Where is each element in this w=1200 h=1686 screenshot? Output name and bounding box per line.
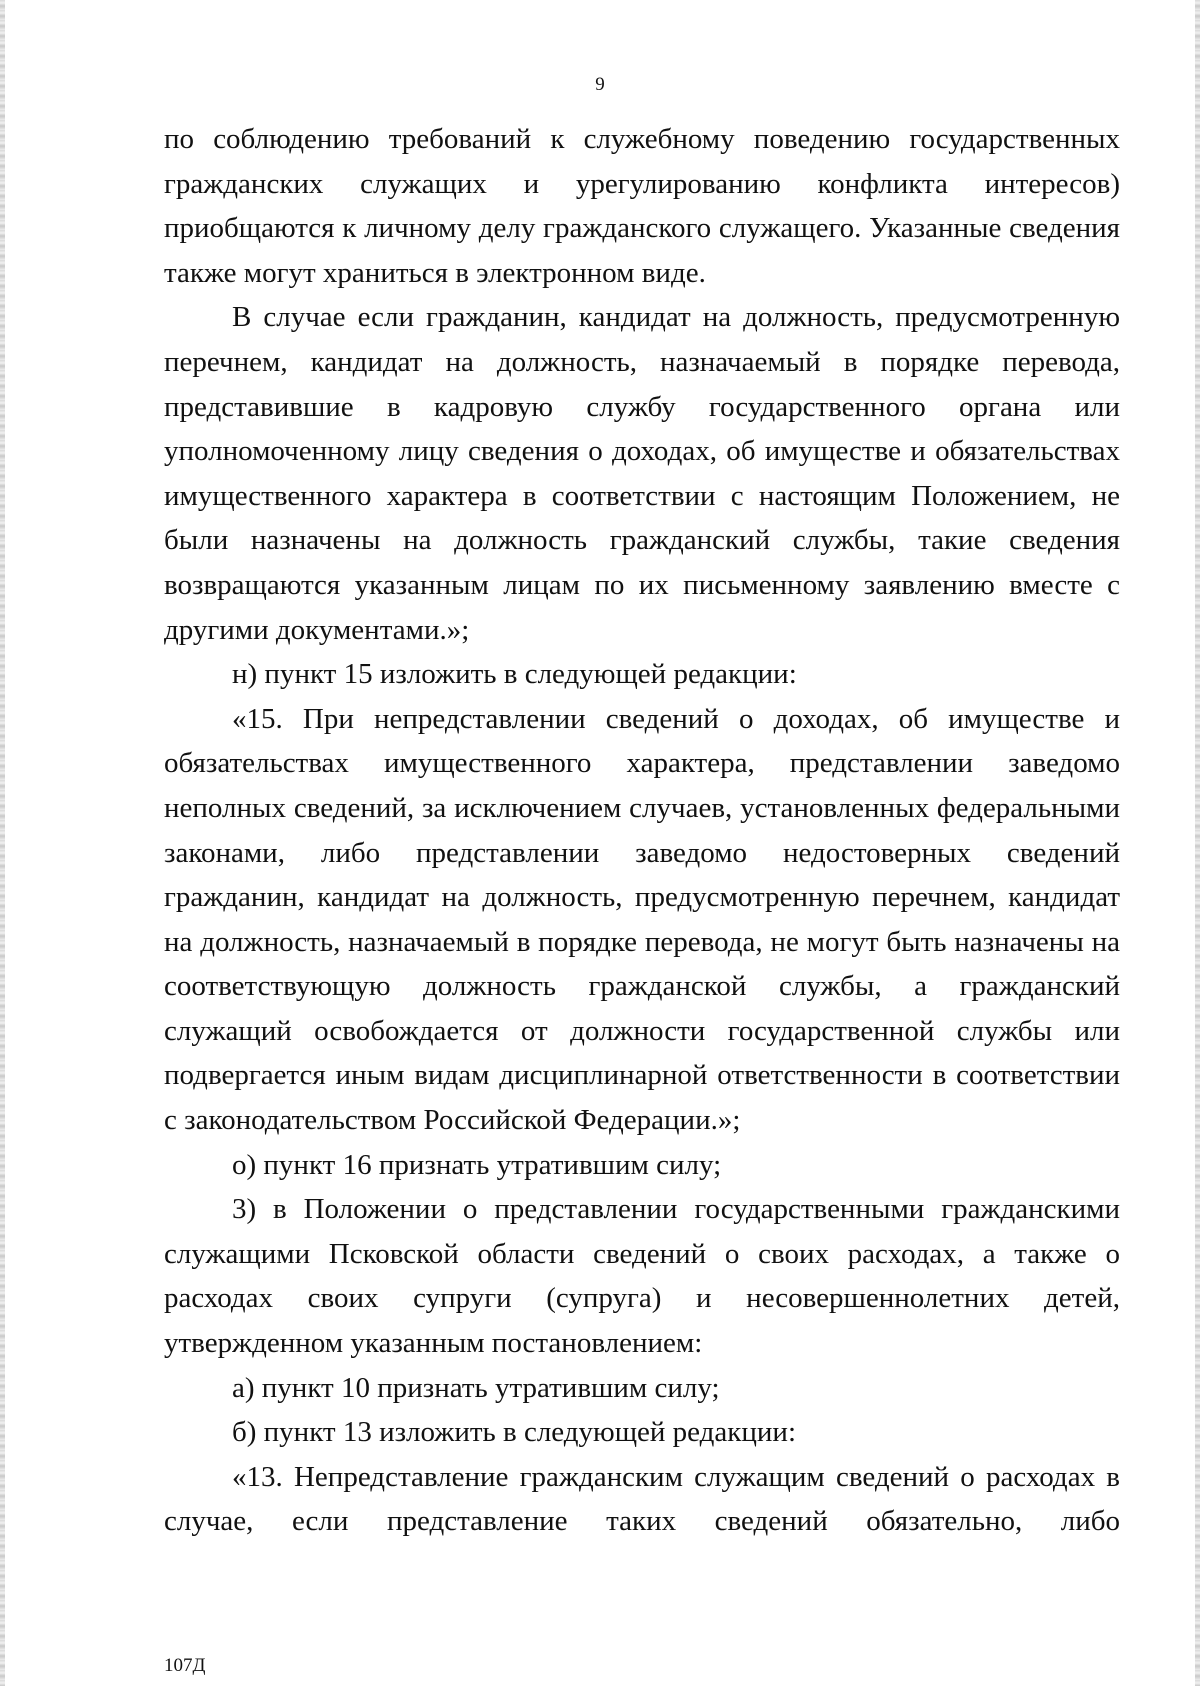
- page-number: 9: [595, 74, 605, 95]
- document-body: [164, 117, 1120, 1544]
- document-code: 107Д: [164, 1655, 206, 1676]
- scan-edge-left: [0, 0, 5, 1686]
- paragraph: «15. При непредставлении сведений о доходах, об имуществе и обязательствах имущественного характера, представлении заведомо неполных сведений, за исключением случаев, установленных федеральными законами, либо представлении заведомо недостоверных сведений гражданин, кандидат на должность, предусмотренную перечнем, кандидат на должность, назначаемый в порядке перевода, не могут быть назначены на соответствующую должность гражданской службы, а гражданский служащий освобождается от должности государственной службы или подвергается иным видам дисциплинарной ответственности в соответствии с законодательством Российской Федерации.»;: [164, 702, 1120, 1137]
- paragraph: а) пункт 10 признать утратившим силу;: [232, 1371, 720, 1404]
- paragraph: н) пункт 15 изложить в следующей редакции:: [232, 658, 797, 691]
- paragraph: б) пункт 13 изложить в следующей редакции:: [232, 1416, 796, 1449]
- paragraph: «13. Непредставление гражданским служащим сведений о расходах в случае, если представление таких сведений обязательно, либо: [164, 1460, 1120, 1538]
- paragraph: В случае если гражданин, кандидат на должность, предусмотренную перечнем, кандидат на должность, назначаемый в порядке перевода, представившие в кадровую службу государственного органа или уполномоченному лицу сведения о доходах, об имуществе и обязательствах имущественного характера в соответствии с настоящим Положением, не были назначены на должность гражданский службы, такие сведения возвращаются указанным лицам по их письменному заявлению вместе с другими документами.»;: [164, 301, 1120, 646]
- scan-edge-right: [1195, 0, 1200, 1686]
- paragraph: по соблюдению требований к служебному поведению государственных гражданских служащих и урегулированию конфликта интересов) приобщаются к личному делу гражданского служащего. Указанные сведения также могут храниться в электронном виде.: [164, 123, 1120, 289]
- paragraph: о) пункт 16 признать утратившим силу;: [232, 1148, 722, 1181]
- paragraph: 3) в Положении о представлении государственными гражданскими служащими Псковской области сведений о своих расходах, а также о расходах своих супруги (супруга) и несовершеннолетних детей, утвержденном указанным постановлением:: [164, 1193, 1120, 1360]
